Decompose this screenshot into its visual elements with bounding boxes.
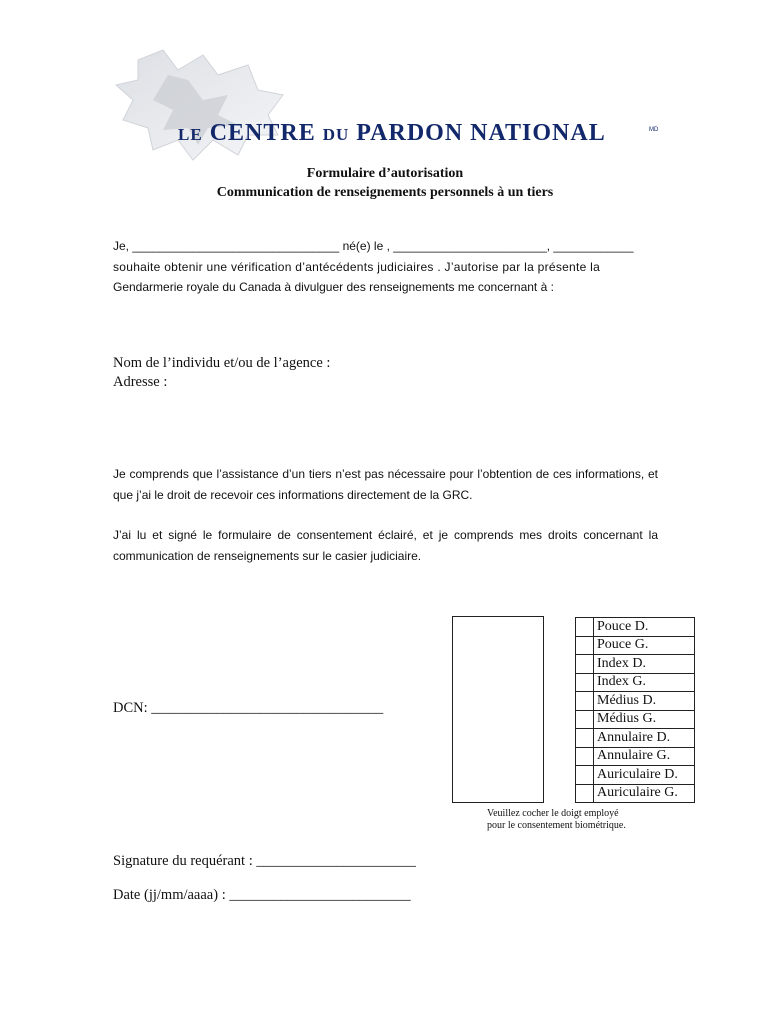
finger-row	[576, 618, 695, 637]
signature-field[interactable]: Signature du requérant : ______________________	[113, 853, 416, 869]
finger-label: Médius D.	[594, 692, 695, 711]
finger-row	[576, 766, 695, 785]
date-field[interactable]: Date (jj/mm/aaaa) : _________________________	[113, 887, 411, 903]
finger-checkbox[interactable]	[576, 766, 594, 785]
finger-label: Pouce D.	[594, 618, 695, 637]
intro-line-3: Gendarmerie royale du Canada à divulguer des renseignements me concernant à :	[113, 280, 554, 294]
finger-note	[487, 808, 626, 832]
finger-checkbox[interactable]	[576, 636, 594, 655]
finger-row	[576, 636, 695, 655]
finger-label: Annulaire D.	[594, 729, 695, 748]
finger-note-line-2: pour le consentement biométrique.	[487, 820, 626, 831]
intro-paragraph	[113, 236, 658, 298]
finger-checkbox[interactable]	[576, 618, 594, 637]
finger-checkbox[interactable]	[576, 784, 594, 803]
intro-line-1[interactable]: Je, _______________________________ né(e) le , _______________________, ____________	[113, 239, 634, 253]
finger-label: Index G.	[594, 673, 695, 692]
finger-checkbox[interactable]	[576, 729, 594, 748]
finger-label: Annulaire G.	[594, 747, 695, 766]
maple-leaf-icon	[108, 40, 308, 170]
finger-label: Auriculaire G.	[594, 784, 695, 803]
logo-trademark: MD	[649, 127, 659, 133]
finger-checkbox[interactable]	[576, 692, 594, 711]
consent-paragraph: J’ai lu et signé le formulaire de consentement éclairé, et je comprends mes droits concernant la communication de renseignements sur le casier judiciaire.	[113, 528, 658, 563]
finger-row	[576, 729, 695, 748]
address-label: Adresse :	[113, 374, 168, 390]
dcn-field[interactable]: DCN: ________________________________	[113, 700, 384, 716]
finger-row	[576, 784, 695, 803]
form-title: Formulaire d’autorisation	[306, 166, 464, 181]
finger-label: Pouce G.	[594, 636, 695, 655]
finger-note-line-1: Veuillez cocher le doigt employé	[487, 808, 619, 819]
finger-checkbox[interactable]	[576, 710, 594, 729]
finger-checkbox[interactable]	[576, 747, 594, 766]
finger-label: Index D.	[594, 655, 695, 674]
logo-wordmark	[178, 120, 606, 147]
finger-row	[576, 692, 695, 711]
finger-checkbox[interactable]	[576, 673, 594, 692]
recipient-label: Nom de l’individu et/ou de l’agence :	[113, 355, 331, 371]
logo	[108, 40, 668, 170]
form-subtitle: Communication de renseignements personnels à un tiers	[216, 185, 554, 200]
logo-national: NATIONAL	[470, 120, 606, 146]
finger-row	[576, 673, 695, 692]
logo-pardon: PARDON	[356, 120, 464, 146]
intro-line-2: souhaite obtenir une vérification d’antécédents judiciaires . J’autorise par la présente la	[113, 259, 601, 274]
third-party-paragraph: Je comprends que l’assistance d’un tiers n’est pas nécessaire pour l’obtention de ces informations, et que j’ai le droit de recevoir ces informations directement de la GRC.	[113, 467, 658, 502]
logo-le: LE	[178, 125, 203, 144]
finger-selection-table	[575, 617, 695, 803]
finger-row	[576, 747, 695, 766]
logo-du: DU	[322, 125, 350, 144]
logo-centre: CENTRE	[209, 120, 316, 146]
finger-checkbox[interactable]	[576, 655, 594, 674]
fingerprint-box[interactable]	[452, 616, 544, 803]
finger-row	[576, 710, 695, 729]
finger-label: Médius G.	[594, 710, 695, 729]
finger-row	[576, 655, 695, 674]
finger-label: Auriculaire D.	[594, 766, 695, 785]
